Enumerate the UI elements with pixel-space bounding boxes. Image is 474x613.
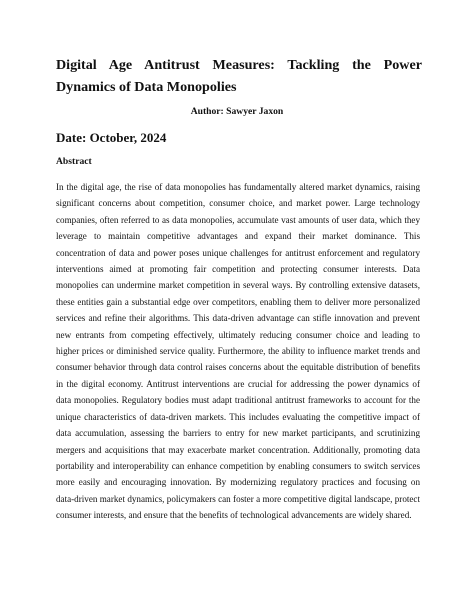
date-line: Date: October, 2024 [56, 130, 167, 145]
author-line: Author: Sawyer Jaxon [190, 106, 284, 117]
abstract-heading: Abstract [56, 156, 92, 167]
abstract-body: In the digital age, the rise of data monopolies has fundamentally altered market dynamics, raising significant concerns about competition, consumer choice, and market power. Large technology companies, often referred to as data monopolies, accumulate vast amounts of user data, which they leverage to maintain competitive advantages and expand their market dominance. This concentration of data and power poses unique challenges for antitrust enforcement and regulatory interventions aimed at promoting fair competition and protecting consumer interests. Data monopolies can undermine market competition in several ways. By controlling extensive datasets, these entities gain a substantial edge over competitors, enabling them to deliver more personalized services and refine their algorithms. This data-driven advantage can stifle innovation and prevent new entrants from competing effectively, ultimately reducing consumer choice and leading to higher prices or diminished service quality. Furthermore, the ability to influence market trends and consumer behavior through data control raises concerns about the equitable distribution of benefits in the digital economy. Antitrust interventions are crucial for addressing the power dynamics of data monopolies. Regulatory bodies must adapt traditional antitrust frameworks to account for the unique characteristics of data-driven markets. This includes evaluating the competitive impact of data accumulation, assessing the barriers to entry for new market participants, and scrutinizing mergers and acquisitions that may exacerbate market concentration. Additionally, promoting data portability and interoperability can enhance competition by enabling consumers to switch services more easily and encouraging innovation. By modernizing regulatory practices and focusing on data-driven market dynamics, policymakers can foster a more competitive digital landscape, protect consumer interests, and ensure that the benefits of technological advancements are widely shared. [56, 182, 420, 521]
paper-title: Digital Age Antitrust Measures: Tackling the Power Dynamics of Data Monopolies [56, 57, 422, 95]
